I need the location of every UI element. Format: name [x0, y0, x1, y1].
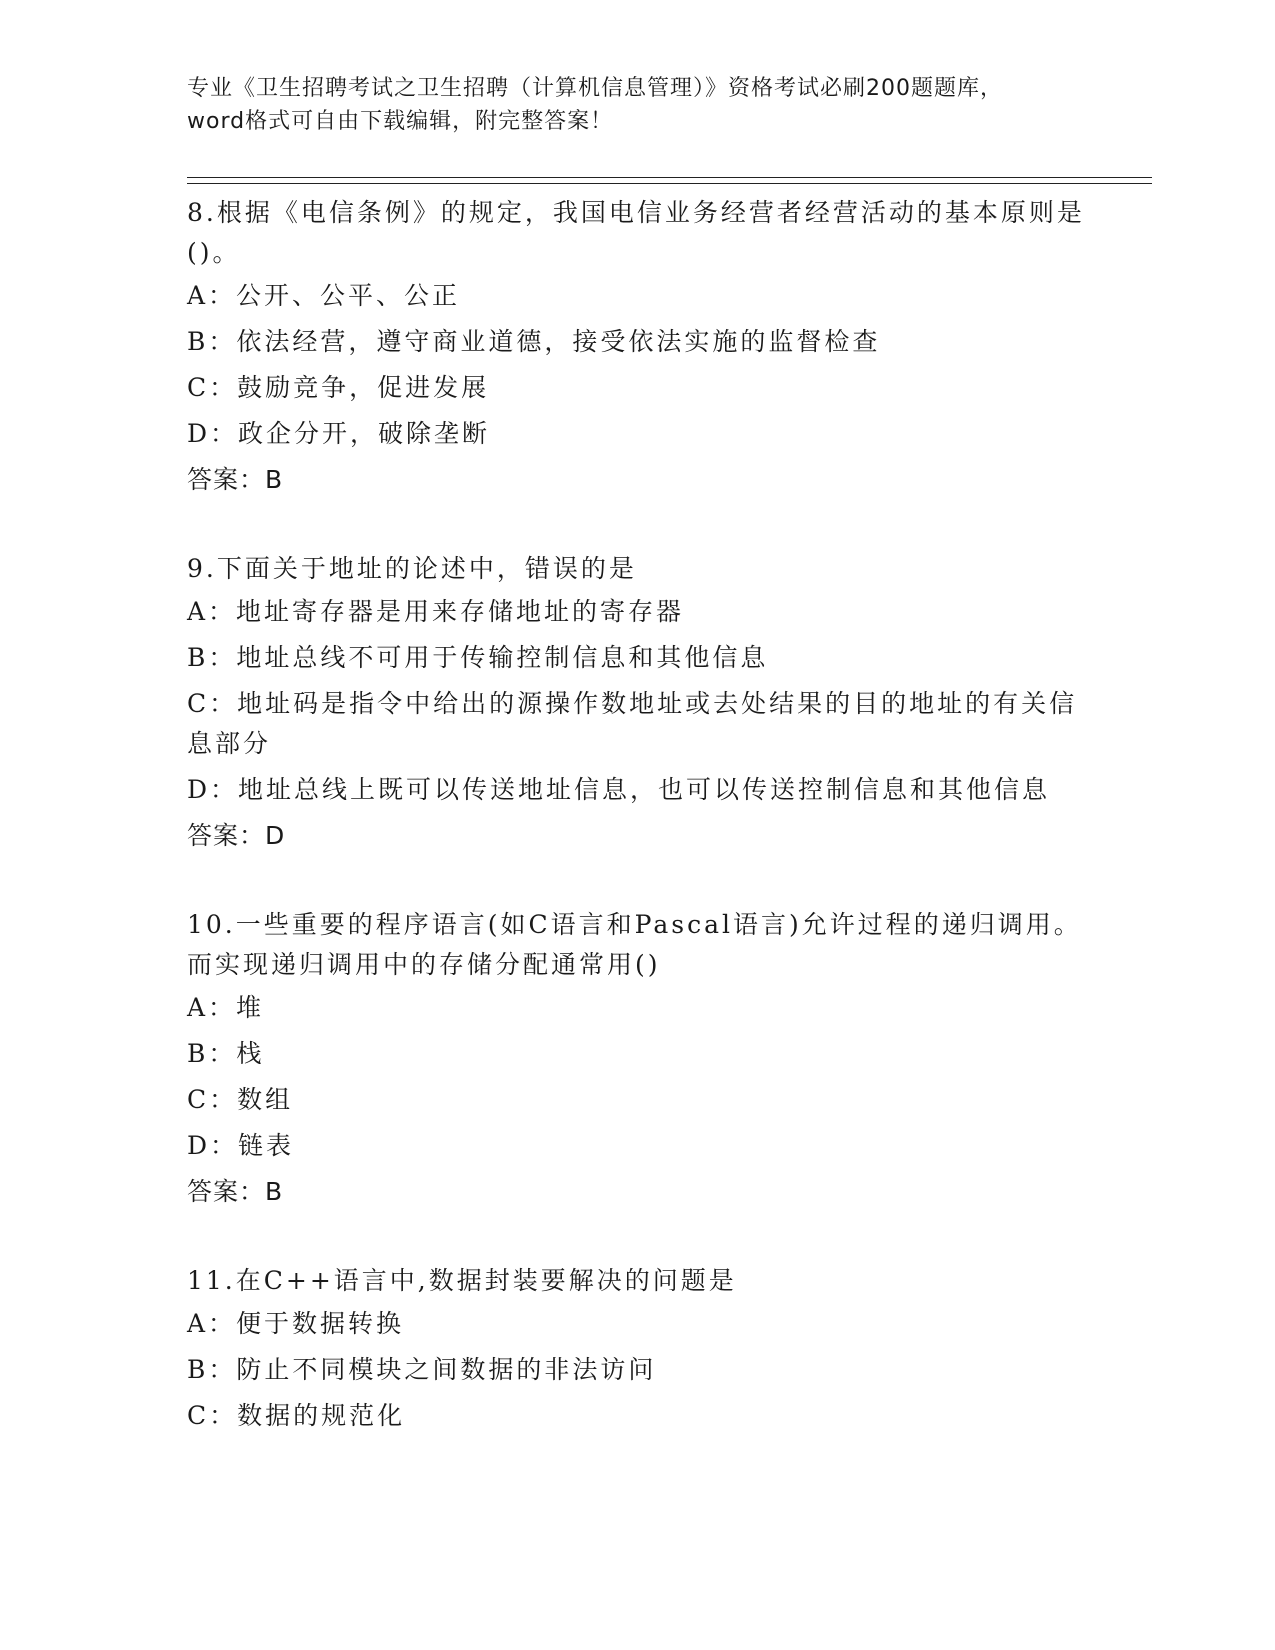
question-10 [187, 903, 1087, 1215]
answer-line: 答案：B [187, 465, 284, 494]
option-b: B：防止不同模块之间数据的非法访问 [187, 1355, 657, 1384]
question-11 [187, 1259, 1087, 1439]
question-stem: 8.根据《电信条例》的规定，我国电信业务经营者经营活动的基本原则是()。 [187, 198, 1085, 267]
option-d: D：地址总线上既可以传送地址信息，也可以传送控制信息和其他信息 [187, 775, 1051, 804]
header-title-line-2: word格式可自由下载编辑，附完整答案！ [187, 109, 614, 134]
option-c: C：鼓励竞争，促进发展 [187, 373, 490, 402]
question-9 [187, 547, 1087, 859]
answer-line: 答案：B [187, 1177, 284, 1206]
question-stem: 9.下面关于地址的论述中，错误的是 [187, 554, 637, 583]
option-a: A：便于数据转换 [187, 1309, 405, 1338]
option-a: A：地址寄存器是用来存储地址的寄存器 [187, 597, 685, 626]
option-c: C：数组 [187, 1085, 294, 1114]
option-c: C：数据的规范化 [187, 1401, 406, 1430]
question-list [187, 191, 1087, 1439]
question-stem: 10.一些重要的程序语言(如C语言和Pascal语言)允许过程的递归调用。而实现递归调用中的存储分配通常用() [187, 910, 1082, 979]
option-c: C：地址码是指令中给出的源操作数地址或去处结果的目的地址的有关信息部分 [187, 689, 1078, 758]
question-stem: 11.在C++语言中,数据封装要解决的问题是 [187, 1266, 737, 1295]
option-d: D：政企分开，破除垄断 [187, 419, 491, 448]
option-d: D：链表 [187, 1131, 295, 1160]
header-title-line-1: 专业《卫生招聘考试之卫生招聘（计算机信息管理）》资格考试必刷200题题库， [187, 76, 1003, 101]
option-a: A：堆 [187, 993, 265, 1022]
option-b: B：栈 [187, 1039, 265, 1068]
document-header [187, 72, 1087, 138]
option-b: B：依法经营，遵守商业道德，接受依法实施的监督检查 [187, 327, 881, 356]
question-8 [187, 191, 1087, 503]
option-a: A：公开、公平、公正 [187, 281, 461, 310]
option-b: B：地址总线不可用于传输控制信息和其他信息 [187, 643, 769, 672]
header-divider-top [187, 177, 1152, 178]
answer-line: 答案：D [187, 821, 286, 850]
header-divider-bottom [187, 183, 1152, 184]
